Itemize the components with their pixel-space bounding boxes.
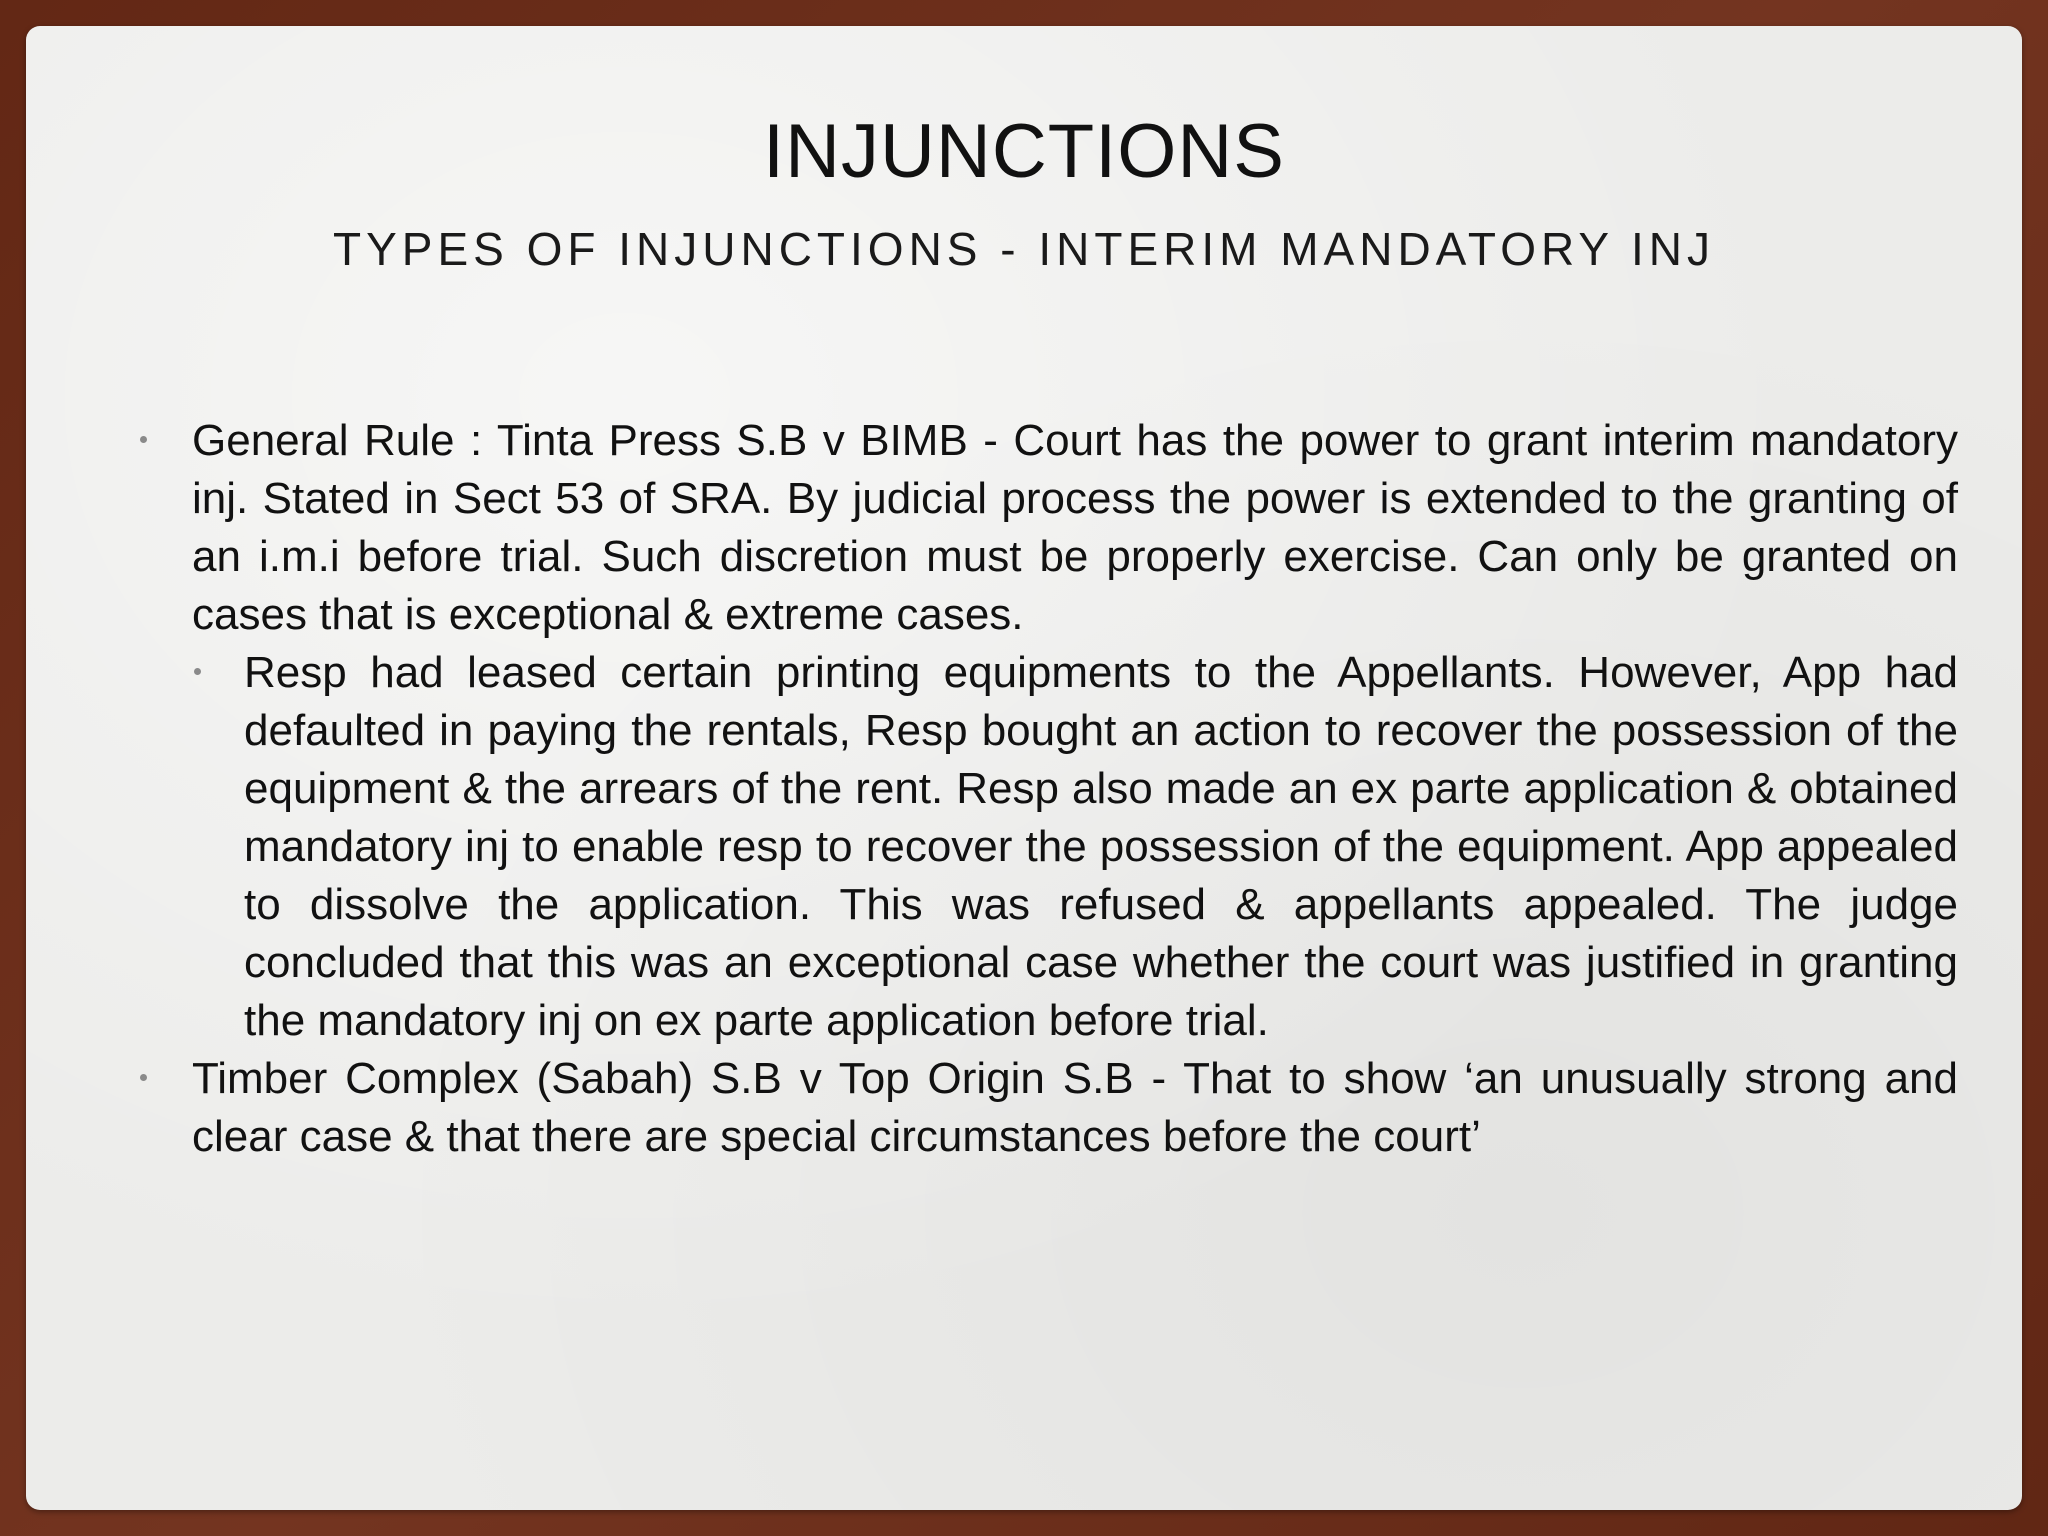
bullet-text: Resp had leased certain printing equipments to the Appellants. However, App had defaulted in paying the rentals, Resp bought an action to recover the possession of the equipment & the arrears of the rent. Resp also made an ex parte application & obtained mandatory inj to enable resp to recover the possession of the equipment. App appealed to dissolve the application. This was refused & appellants appealed. The judge concluded that this was an exceptional case whether the court was justified in granting the mandatory inj on ex parte application before trial. [244, 648, 1958, 1045]
bullet-dot-icon [194, 668, 201, 675]
bullet-dot-icon [140, 436, 147, 443]
bullet-dot-icon [140, 1074, 147, 1081]
slide-subtitle: TYPES OF INJUNCTIONS - INTERIM MANDATORY INJ [332, 223, 1716, 275]
bullet-timber-complex [166, 1050, 1958, 1166]
slide-title: INJUNCTIONS [763, 109, 1285, 194]
bullet-text: General Rule : Tinta Press S.B v BIMB - Court has the power to grant interim mandatory inj. Stated in Sect 53 of SRA. By judicial process the power is extended to the granting of an i.m.i before trial. Such discretion must be properly exercise. Can only be granted on cases that is exceptional & extreme cases. [192, 416, 1958, 639]
sub-bullet-case-facts [166, 644, 1958, 1050]
slide [26, 26, 2022, 1510]
bullet-general-rule [166, 412, 1958, 644]
bullet-list [166, 412, 1958, 1166]
bullet-text: Timber Complex (Sabah) S.B v Top Origin S.B - That to show ‘an unusually strong and clear case & that there are special circumstances before the court’ [192, 1054, 1958, 1161]
